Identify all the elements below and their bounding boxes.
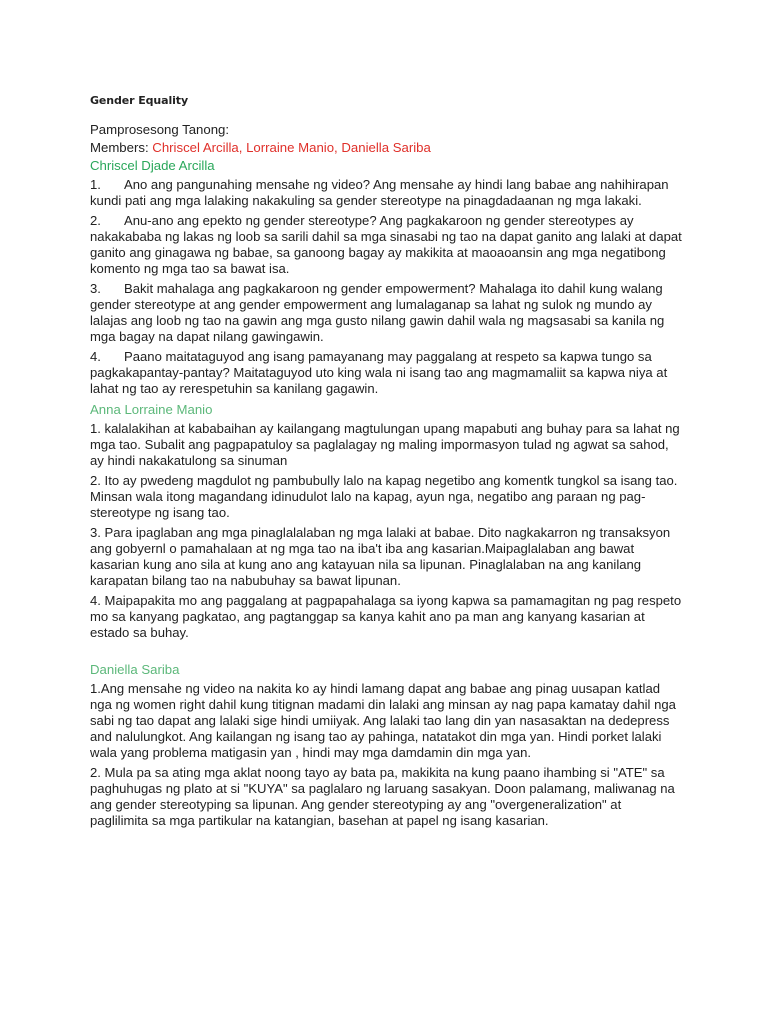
- answer-number: 3.: [90, 281, 101, 296]
- answer-paragraph: [90, 281, 682, 345]
- answer-paragraph: 2. Ito ay pwedeng magdulot ng pambubully lalo na kapag negetibo ang komentk tungkol sa isang tao. Minsan wala itong magandang idinudulot lalo na kapag, ayun nga, negatibo ang paraan ng pag-stereotype ng isang tao.: [90, 473, 678, 520]
- members-label: Members:: [90, 140, 153, 155]
- answer-number: 1.: [90, 177, 101, 192]
- author-name: Chriscel Djade Arcilla: [90, 158, 215, 173]
- answer-number: 4.: [90, 349, 101, 364]
- spacer: [90, 645, 682, 661]
- answer-paragraph: [90, 213, 682, 277]
- answer-paragraph: [90, 177, 682, 209]
- answer-number: 2.: [90, 213, 101, 228]
- answer-paragraph: 1.Ang mensahe ng video na nakita ko ay hindi lamang dapat ang babae ang pinag uusapan katlad nga ng women right dahil kung titignan madami din lalaki ang minsan ay nag papa kamatay dahil nga sabi ng tao dapat ang lalaki sige hindi umiiyak. Ang lalaki tao lang din yan nasasaktan na dedepress and nalulungkot. Ang kailangan ng isang tao ay pahinga, natatakot din mga yan. Hindi porket lalaki wala yang problema matigasin yan , hindi may mga damdamin din mga yan.: [90, 681, 676, 760]
- members-line: [90, 139, 682, 157]
- author-name: Anna Lorraine Manio: [90, 402, 213, 417]
- document-content: [90, 94, 682, 833]
- answer-text: Ano ang pangunahing mensahe ng video? Ang mensahe ay hindi lang babae ang nahihirapan kundi pati ang mga lalaking nakakuling sa gender stereotype na pinagdadaanan ng mga lakaki.: [90, 177, 669, 208]
- answer-paragraph: 3. Para ipaglaban ang mga pinaglalalaban ng mga lalaki at babae. Dito nagkakarron ng transaksyon ang gobyernl o pamahalaan at ng mga tao na iba't iba ang kasarian.Maipaglalaban ang bawat kasarian kung ano sila at kung ano ang katayuan nila sa lipunan. Pinaglalaban na ang kanilang karapatan bilang tao na nabubuhay sa bawat lipunan.: [90, 525, 671, 588]
- answer-text: Bakit mahalaga ang pagkakaroon ng gender empowerment? Mahalaga ito dahil kung walang gender stereotype at ang gender empowerment ang lumalaganap sa lahat ng sulok ng mundo ay lalajas ang loob ng tao na gawin ang mga gusto nilang gawin dahil wala ng magsasabi sa kanila ng mga bagay na dapat nilang gawingawin.: [90, 281, 665, 344]
- document-title: Gender Equality: [90, 94, 189, 107]
- author-name: Daniella Sariba: [90, 662, 180, 677]
- section-heading: Pamprosesong Tanong:: [90, 122, 230, 137]
- answer-text: Paano maitataguyod ang isang pamayanang may paggalang at respeto sa kapwa tungo sa pagkakapantay-pantay? Maitataguyod uto king wala ni isang tao ang magmamaliit sa kapwa niya at lahat ng tao ay rerespetuhin sa kanilang gagawin.: [90, 349, 668, 396]
- answer-paragraph: [90, 349, 682, 397]
- answer-paragraph: 1. kalalakihan at kababaihan ay kailangang magtulungan upang mapabuti ang buhay para sa lahat ng mga tao. Subalit ang pagpapatuloy sa paglalagay ng maling impormasyon tulad ng agwat sa sahod, ay hindi nakakatulong sa sinuman: [90, 421, 680, 468]
- answer-paragraph: 2. Mula pa sa ating mga aklat noong tayo ay bata pa, makikita na kung paano ihambing si "ATE" sa paghuhugas ng plato at si "KUYA" sa paglalaro ng laruang sasakyan. Doon palamang, maliwanag na ang gender stereotyping sa lipunan. Ang gender stereotyping ay ang "overgeneralization" at paglilimita sa mga partikular na katangian, basehan at papel ng isang kasarian.: [90, 765, 675, 828]
- answer-text: Anu-ano ang epekto ng gender stereotype? Ang pagkakaroon ng gender stereotypes ay nakakababa ng lakas ng loob sa sarili dahil sa mga sinasabi ng tao na dapat ganito ang lalaki at dapat ganito ang ginagawa ng babae, sa ganoong bagay ay makikita at maoaoansin ang mga negatibong komento ng mga tao sa bawat isa.: [90, 213, 682, 276]
- answer-paragraph: 4. Maipapakita mo ang paggalang at pagpapahalaga sa iyong kapwa sa pamamagitan ng pag respeto mo sa kanyang pagkatao, ang pagtanggap sa kanya kahit ano pa man ang kanyang kasarian at estado sa buhay.: [90, 593, 682, 640]
- members-names: Chriscel Arcilla, Lorraine Manio, Daniella Sariba: [152, 140, 431, 155]
